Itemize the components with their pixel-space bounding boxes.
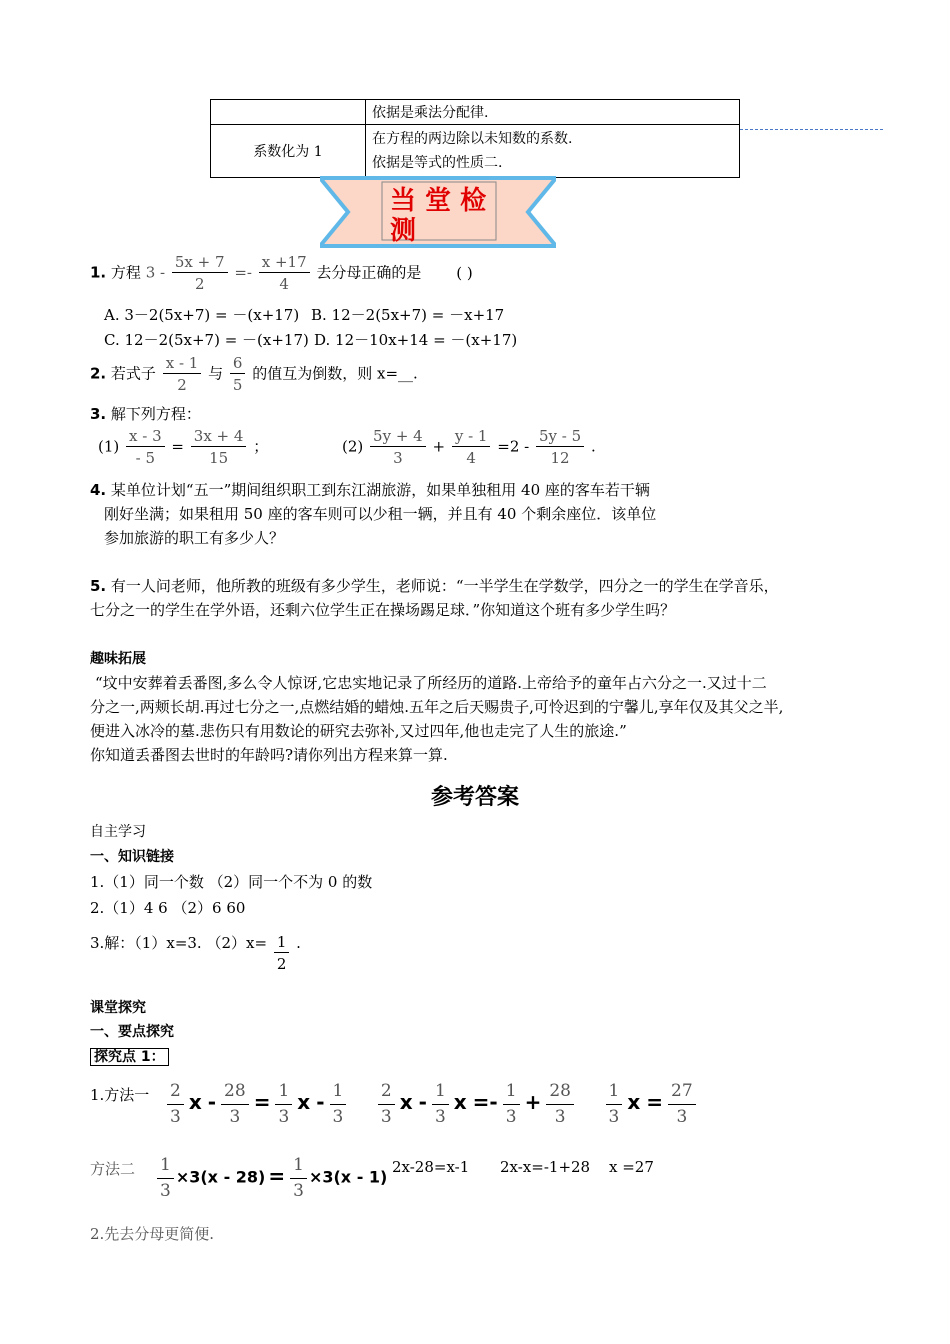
table-line: 依据是等式的性质二.: [372, 155, 503, 171]
question-5: [90, 575, 779, 596]
answer-blank: ( ): [456, 263, 473, 282]
question-text: 刚好坐满；如果租用 50 座的客车则可以少租一辆，并且有 40 个剩余座位．该单位: [104, 505, 657, 523]
page-title: 参考答案: [430, 785, 519, 810]
equation-1: [98, 426, 268, 469]
answer-text: 3.解：（1）x=3. （2）x=: [90, 934, 268, 952]
fraction: $\frac{2}{3}$: [167, 1079, 184, 1130]
fraction: $\frac{1}{3}$: [503, 1079, 520, 1130]
question-number: 4.: [90, 481, 107, 499]
answer-label: 方法二: [90, 1160, 136, 1178]
section-heading: 一、知识链接: [90, 849, 174, 865]
fraction: $\frac{6}{5}$: [230, 353, 246, 396]
answer-line: [90, 932, 301, 975]
fraction: $\frac{1}{3}$: [432, 1079, 449, 1130]
fraction: $\frac{28}{3}$: [546, 1079, 574, 1130]
fraction: $\frac{5y + 4}{3}$: [370, 426, 426, 469]
math-term: .: [590, 437, 596, 456]
boxed-label: 探究点 1：: [90, 1046, 169, 1066]
fraction: $\frac{1}{3}$: [275, 1079, 292, 1130]
fraction: $\frac{1}{3}$: [290, 1153, 307, 1204]
fraction: $\frac{2}{3}$: [378, 1079, 395, 1130]
option-c: C. 12－2(5x+7) = －(x+17): [104, 331, 309, 349]
question-text: 有一人问老师，他所教的班级有多少学生，老师说：“一半学生在学数学，四分之一的学生在学音乐，: [110, 577, 779, 595]
banner-text: 当 堂 检: [390, 186, 487, 216]
section-heading: 趣味拓展: [90, 651, 146, 667]
math-term: +: [432, 437, 446, 456]
option-d: D. 12－10x+14 = －(x+17): [314, 331, 518, 349]
question-text: 解下列方程：: [110, 405, 201, 423]
paragraph-line: 便进入冰冷的墓.悲伤只有用数论的研究去弥补,又过四年,他也走完了人生的旅途.”: [90, 722, 627, 740]
answer-blank: x=__.: [377, 364, 418, 383]
fraction: $\frac{x - 3}{- 5}$: [126, 426, 165, 469]
question-text: 参加旅游的职工有多少人？: [104, 529, 285, 547]
table-cell: 依据是乘法分配律.: [366, 100, 740, 125]
fraction: $\frac{28}{3}$: [221, 1079, 249, 1130]
question-text: 方程: [110, 263, 141, 282]
math-term: ；: [253, 437, 269, 456]
question-text: 的值互为倒数，则: [252, 364, 373, 383]
question-text: 七分之一的学生在学外语，还剩六位学生正在操场踢足球．”你知道这个班有多少学生吗？: [90, 601, 676, 619]
fraction: $\frac{5x + 7}{2}$: [172, 252, 228, 295]
paragraph-line: “坟中安葬着丢番图,多么令人惊讶,它忠实地记录了所经历的道路.上帝给予的童年占六分之一.又过十二: [95, 674, 767, 692]
answer-step: 2x-x=-1+28: [500, 1158, 591, 1176]
equation-label: (2): [342, 437, 364, 456]
question-number: 5.: [90, 577, 107, 595]
banner-text: 测: [390, 216, 417, 246]
fraction: $\frac{27}{3}$: [668, 1079, 696, 1130]
question-2: [90, 353, 418, 396]
table-cell: [211, 100, 366, 125]
math-term: =2 -: [497, 437, 530, 456]
equation-label: (1): [98, 437, 120, 456]
question-text: 与: [208, 364, 224, 383]
question-3: [90, 403, 201, 424]
question-4: [90, 479, 650, 500]
fraction: $\frac{1}{3}$: [606, 1079, 623, 1130]
answer-step: x =27: [609, 1158, 654, 1176]
table-cell: [366, 125, 740, 178]
fraction: $\frac{3x + 4}{15}$: [191, 426, 247, 469]
math-term: =-: [234, 263, 252, 282]
fraction: $\frac{1}{3}$: [157, 1153, 174, 1204]
equation-2: [342, 426, 596, 469]
option-a: A. 3－2(5x+7) = －(x+17): [104, 306, 300, 324]
fraction: $\frac{1}{3}$: [330, 1079, 347, 1130]
question-number: 1.: [90, 263, 107, 282]
fraction: $\frac{x - 1}{2}$: [163, 353, 202, 396]
answer-line: 2.先去分母更简便.: [90, 1225, 215, 1243]
method-table: [210, 99, 740, 178]
question-text: 若式子: [110, 364, 156, 383]
question-number: 2.: [90, 364, 107, 383]
table-line: 在方程的两边除以未知数的系数.: [372, 131, 573, 147]
fraction: $\frac{y - 1}{4}$: [452, 426, 491, 469]
method-one-equations: $\frac{2}{3}$ x - $\frac{28}{3}$ = $\frac{1}{3}$ x - $\frac{1}{3}$ $\frac{2}{3}$ x - $\frac{1}{3}$ x =- $\frac{1}{3}$ + $\frac{28}{3}$ $\frac{1}{3}$ x = $\frac{27}{3}$: [165, 1079, 698, 1130]
section-heading: 课堂探究: [90, 1000, 146, 1016]
answer-line: 2.（1）4 6 （2）6 60: [90, 899, 246, 917]
section-heading: 一、要点探究: [90, 1024, 174, 1040]
section-banner: [320, 176, 556, 248]
question-text: 去分母正确的是: [316, 263, 422, 282]
fraction: $\frac{5y - 5}{12}$: [536, 426, 584, 469]
question-1: [90, 252, 473, 295]
question-text: 某单位计划“五一”期间组织职工到东江湖旅游，如果单独租用 40 座的客车若干辆: [110, 481, 650, 499]
answer-line: 1.（1）同一个数 （2）同一个不为 0 的数: [90, 873, 373, 891]
method-two-equation: $\frac{1}{3}$ ×3(x - 28) = $\frac{1}{3}$ ×3(x - 1): [155, 1153, 387, 1204]
option-b: B. 12－2(5x+7) = －x+17: [311, 306, 505, 324]
fraction: $\frac{x +17}{4}$: [259, 252, 310, 295]
math-term: =: [171, 437, 184, 456]
answer-text: .: [296, 934, 301, 952]
dashed-rule: [740, 129, 883, 130]
table-cell: 系数化为 1: [211, 125, 366, 178]
question-number: 3.: [90, 405, 107, 423]
fraction: $\frac{1}{2}$: [274, 932, 290, 975]
math-term: 3 -: [145, 263, 166, 282]
answer-step: 2x-28=x-1: [392, 1158, 470, 1176]
answer-label: 1.方法一: [90, 1086, 150, 1104]
section-heading: 自主学习: [90, 824, 146, 840]
paragraph-line: 分之一,两颊长胡.再过七分之一,点燃结婚的蜡烛.五年之后天赐贵子,可怜迟到的宁馨儿,享年仅及其父之半,: [90, 698, 784, 716]
paragraph-line: 你知道丢番图去世时的年龄吗?请你列出方程来算一算.: [90, 746, 448, 764]
